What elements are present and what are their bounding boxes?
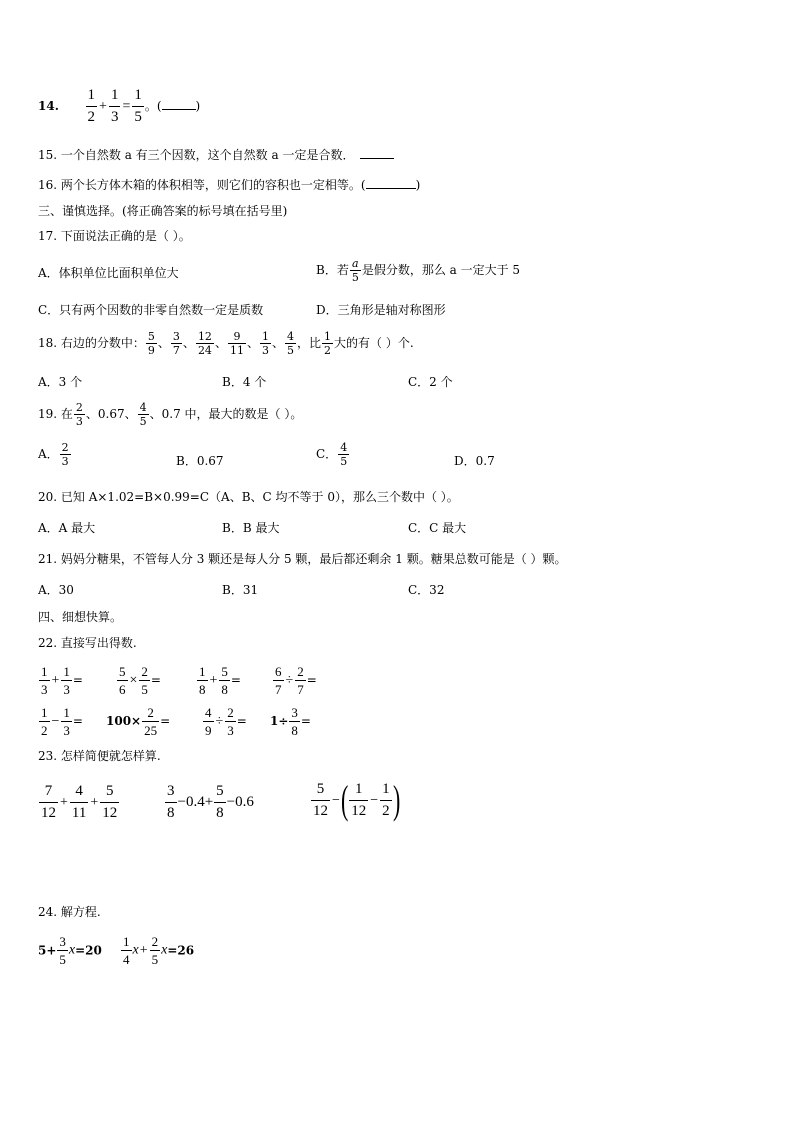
calc-item: $\frac{4}{9}$ ÷ $\frac{2}{3}$ = bbox=[205, 705, 247, 738]
calc-item: 1÷ $\frac{3}{8}$ = bbox=[270, 705, 311, 738]
question-19: 19. 在 $\frac{2}{3}$ 、0.67、 $\frac{4}{5}$ 、0.7 中，最大的数是（ ）。 bbox=[38, 401, 303, 428]
answer-blank[interactable] bbox=[366, 178, 416, 189]
equation: $\frac{1}{4}$ x+ $\frac{2}{5}$ x=26 bbox=[123, 934, 195, 967]
question-18: 18. 右边的分数中： $\frac{5}{9}$ 、 $\frac{3}{7}$ 、 $\frac{12}{24}$ 、 $\frac{9}{11}$ 、 $\frac{1}{3}$ 、 $\frac{4}{5}$ ，比 $\frac{1}{2}$ 大的有（ ）个. bbox=[38, 330, 414, 357]
calc-expression: $\frac{7}{12}$ + $\frac{4}{11}$ + $\frac{5}{12}$ bbox=[41, 783, 118, 821]
option-a[interactable]: A．3 个 bbox=[38, 375, 83, 389]
question-21: 21. 妈妈分糖果，不管每人分 3 颗还是每人分 5 颗，最后都还剩余 1 颗。糖果总数可能是（ ）颗。 bbox=[38, 552, 567, 566]
question-22: 22. 直接写出得数. bbox=[38, 636, 137, 650]
option-c[interactable]: C．C 最大 bbox=[408, 521, 467, 535]
option-b[interactable]: B．31 bbox=[222, 583, 259, 597]
calc-item: $\frac{1}{3}$ + $\frac{1}{3}$ = bbox=[41, 664, 83, 697]
fraction: $\frac{12}{24}$ bbox=[197, 330, 212, 357]
calc-item: $\frac{5}{6}$ × $\frac{2}{5}$ = bbox=[119, 664, 161, 697]
calc-expression: $\frac{5}{12}$ −( $\frac{1}{12}$ − $\frac{1}{2}$ ) bbox=[313, 777, 400, 822]
fraction: $\frac{9}{11}$ bbox=[229, 330, 244, 357]
question-number: 14. bbox=[38, 99, 59, 113]
calc-item: $\frac{1}{2}$ − $\frac{1}{3}$ = bbox=[41, 705, 83, 738]
question-15: 15. 一个自然数 a 有三个因数，这个自然数 a 一定是合数． bbox=[38, 148, 394, 161]
fraction: $\frac{1}{5}$ bbox=[134, 87, 142, 125]
fraction: $\frac{3}{7}$ bbox=[172, 330, 180, 357]
equation: 5+ $\frac{3}{5}$ x=20 bbox=[38, 934, 102, 967]
fraction: $\frac{4}{5}$ bbox=[340, 441, 348, 468]
question-17: 17. 下面说法正确的是（ ）。 bbox=[38, 229, 191, 243]
option-d[interactable]: D．0.7 bbox=[454, 454, 495, 468]
option-c[interactable]: C．2 个 bbox=[408, 375, 453, 389]
answer-blank[interactable] bbox=[162, 99, 196, 110]
fraction: $\frac{5}{9}$ bbox=[147, 330, 155, 357]
fraction: $\frac{1}{2}$ bbox=[324, 330, 331, 357]
fraction: $\frac{a}{5}$ bbox=[351, 257, 359, 284]
question-14: 14. $\frac{1}{2}$ + $\frac{1}{3}$ = $\frac{1}{5}$ 。( ) bbox=[38, 87, 201, 125]
fraction: $\frac{4}{5}$ bbox=[286, 330, 294, 357]
fraction: $\frac{2}{3}$ bbox=[61, 441, 69, 468]
option-b[interactable]: B．0.67 bbox=[176, 454, 224, 468]
calc-expression: $\frac{3}{8}$ −0.4+ $\frac{5}{8}$ −0.6 bbox=[167, 783, 254, 821]
question-16: 16. 两个长方体木箱的体积相等，则它们的容积也一定相等。( ) bbox=[38, 178, 421, 192]
option-a[interactable]: A．体积单位比面积单位大 bbox=[38, 266, 179, 280]
option-c[interactable]: C．32 bbox=[408, 583, 445, 597]
option-a[interactable]: A．30 bbox=[38, 583, 74, 597]
answer-blank[interactable] bbox=[360, 148, 394, 159]
option-c[interactable]: C． $\frac{4}{5}$ bbox=[316, 441, 348, 468]
question-23: 23. 怎样简便就怎样算. bbox=[38, 749, 161, 763]
fraction: $\frac{1}{2}$ bbox=[87, 87, 96, 125]
question-24: 24. 解方程. bbox=[38, 905, 101, 919]
option-b[interactable]: B．4 个 bbox=[222, 375, 267, 389]
fraction: $\frac{4}{5}$ bbox=[139, 401, 147, 428]
fraction: $\frac{1}{3}$ bbox=[110, 87, 119, 125]
option-b[interactable]: B．若 $\frac{a}{5}$ 是假分数，那么 a 一定大于 5 bbox=[316, 257, 521, 284]
option-a[interactable]: A．A 最大 bbox=[38, 521, 96, 535]
fraction: $\frac{2}{3}$ bbox=[75, 401, 83, 428]
calc-item: $\frac{6}{7}$ ÷ $\frac{2}{7}$ = bbox=[275, 664, 317, 697]
option-c[interactable]: C．只有两个因数的非零自然数一定是质数 bbox=[38, 303, 264, 317]
fraction: $\frac{1}{3}$ bbox=[261, 330, 269, 357]
calc-item: 100× $\frac{2}{25}$ = bbox=[106, 705, 171, 738]
option-d[interactable]: D．三角形是轴对称图形 bbox=[316, 303, 446, 317]
question-20: 20. 已知 A×1.02=B×0.99=C（A、B、C 均不等于 0），那么三个数中（ ）。 bbox=[38, 490, 459, 504]
calc-item: $\frac{1}{8}$ + $\frac{5}{8}$ = bbox=[199, 664, 241, 697]
section-3-heading: 三、谨慎选择。(将正确答案的标号填在括号里) bbox=[38, 204, 288, 218]
option-b[interactable]: B．B 最大 bbox=[222, 521, 280, 535]
option-a[interactable]: A． $\frac{2}{3}$ bbox=[38, 441, 69, 468]
section-4-heading: 四、细想快算。 bbox=[38, 610, 123, 624]
